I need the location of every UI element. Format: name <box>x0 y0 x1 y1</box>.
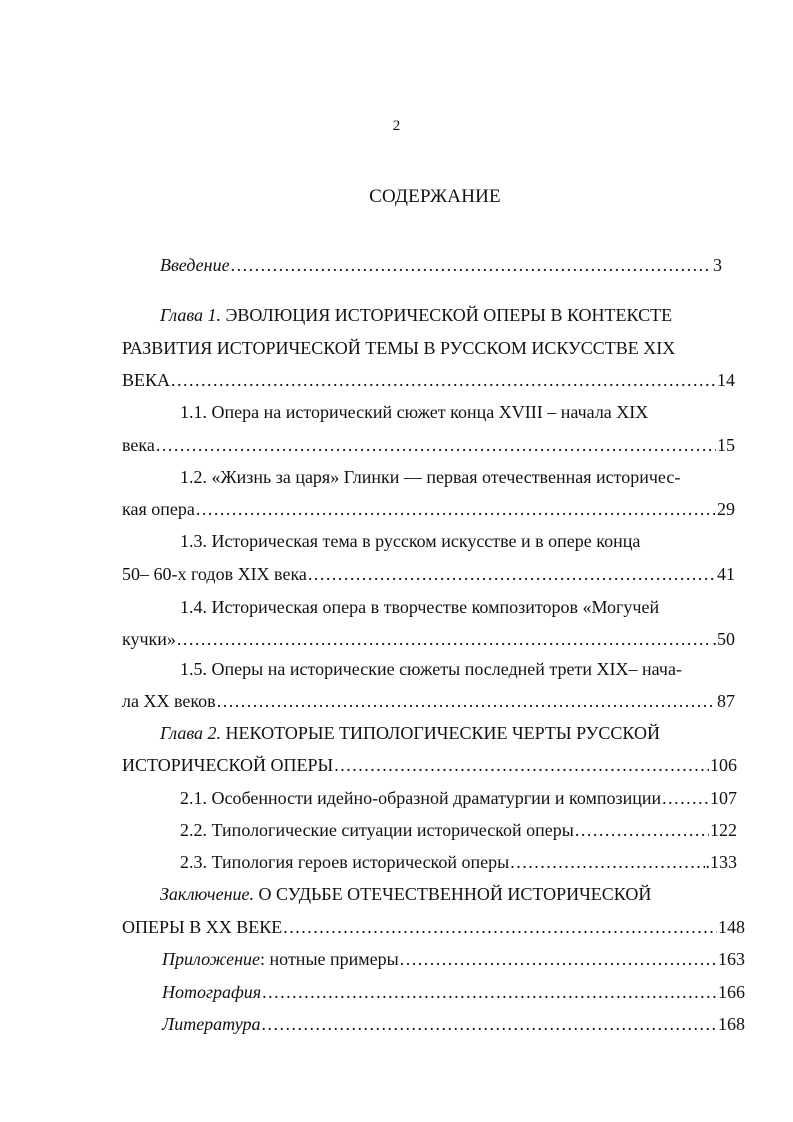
dot-leader <box>262 981 717 1003</box>
toc-section-1-5-line2[interactable] <box>122 690 735 712</box>
toc-page: .50 <box>712 629 735 649</box>
dot-leader <box>400 948 717 970</box>
toc-conclusion-line2[interactable] <box>122 916 745 938</box>
toc-section-1-1-line1[interactable]: 1.1. Опера на исторический сюжет конца XVIII – начала XIX <box>180 402 649 422</box>
toc-page: 14 <box>717 370 735 390</box>
toc-page: 168 <box>718 1014 745 1034</box>
toc-label: 2.3. Типология героев исторической оперы <box>180 852 510 872</box>
toc-conclusion-line1[interactable] <box>160 883 651 905</box>
toc-section-2-1[interactable] <box>180 787 737 809</box>
dot-leader <box>334 754 709 776</box>
toc-literature[interactable] <box>162 1013 745 1035</box>
toc-section-1-3-line2[interactable] <box>122 563 735 585</box>
toc-notography[interactable] <box>162 981 745 1003</box>
toc-label: Введение <box>160 255 230 275</box>
toc-label-rest: : нотные примеры <box>260 949 399 969</box>
toc-chapter-2-line2[interactable] <box>122 754 737 776</box>
toc-section-2-3[interactable] <box>180 851 737 873</box>
toc-label: 2.2. Типологические ситуации исторической оперы <box>180 820 574 840</box>
chapter-label: Глава 2. <box>160 723 222 743</box>
toc-entry-intro[interactable] <box>160 254 722 276</box>
toc-label: ОПЕРЫ В XX ВЕКЕ <box>122 917 283 937</box>
toc-section-1-4-line2[interactable] <box>122 628 735 650</box>
dot-leader <box>283 916 717 938</box>
toc-label: ИСТОРИЧЕСКОЙ ОПЕРЫ <box>122 755 334 775</box>
toc-appendix[interactable] <box>162 948 745 970</box>
toc-page: 163 <box>718 949 745 969</box>
chapter-label: Глава 1. <box>160 305 222 325</box>
chapter-title: НЕКОТОРЫЕ ТИПОЛОГИЧЕСКИЕ ЧЕРТЫ РУССКОЙ <box>225 723 660 743</box>
toc-label: 2.1. Особенности идейно-образной драматургии и композиции <box>180 788 662 808</box>
toc-label: века <box>122 435 155 455</box>
chapter-title: О СУДЬБЕ ОТЕЧЕСТВЕННОЙ ИСТОРИЧЕСКОЙ <box>258 884 652 904</box>
toc-label: ВЕКА <box>122 370 171 390</box>
toc-label: кая опера <box>122 499 195 519</box>
dot-leader <box>196 498 716 520</box>
toc-page: 148 <box>718 917 745 937</box>
toc-label: ла XX веков <box>122 691 216 711</box>
dot-leader <box>177 628 712 650</box>
toc-page: 122 <box>710 820 737 840</box>
toc-page: 166 <box>718 982 745 1002</box>
chapter-title: ЭВОЛЮЦИЯ ИСТОРИЧЕСКОЙ ОПЕРЫ В КОНТЕКСТЕ <box>225 305 673 325</box>
toc-page: 41 <box>717 564 735 584</box>
toc-label: кучки» <box>122 629 176 649</box>
page-number: 2 <box>392 118 401 134</box>
toc-section-1-1-line2[interactable] <box>122 434 735 456</box>
toc-chapter-1-line2: РАЗВИТИЯ ИСТОРИЧЕСКОЙ ТЕМЫ В РУССКОМ ИСКУССТВЕ XIX <box>122 338 676 358</box>
toc-section-2-2[interactable] <box>180 819 737 841</box>
toc-page: 87 <box>717 691 735 711</box>
toc-section-1-2-line2[interactable] <box>122 498 735 520</box>
dot-leader <box>171 369 716 391</box>
dot-leader <box>231 254 712 276</box>
chapter-label: Заключение. <box>160 884 254 904</box>
toc-chapter-1-line3[interactable] <box>122 369 735 391</box>
toc-page: 106 <box>710 755 737 775</box>
toc-section-1-2-line1[interactable]: 1.2. «Жизнь за царя» Глинки — первая отечественная историчес- <box>180 467 681 487</box>
toc-page: 3 <box>713 255 722 275</box>
dot-leader <box>575 819 709 841</box>
dot-leader <box>308 563 716 585</box>
toc-chapter-1-line1[interactable] <box>160 304 672 326</box>
toc-label-italic: Приложение <box>162 949 261 969</box>
dot-leader <box>261 1013 717 1035</box>
toc-section-1-4-line1[interactable]: 1.4. Историческая опера в творчестве композиторов «Могучей <box>180 597 660 617</box>
toc-chapter-2-line1[interactable] <box>160 722 660 744</box>
dot-leader <box>510 851 704 873</box>
toc-section-1-3-line1[interactable]: 1.3. Историческая тема в русском искусстве и в опере конца <box>180 531 641 551</box>
toc-label <box>162 948 399 970</box>
toc-section-1-5-line1[interactable]: 1.5. Оперы на исторические сюжеты последней трети XIX– нача- <box>180 659 682 679</box>
dot-leader <box>662 787 709 809</box>
toc-page: 29 <box>717 499 735 519</box>
toc-label: Литература <box>162 1014 261 1034</box>
toc-label: Нотография <box>162 982 262 1002</box>
toc-page: 107 <box>710 788 737 808</box>
dot-leader <box>156 434 716 456</box>
page-title: СОДЕРЖАНИЕ <box>369 186 501 207</box>
toc-label: 50– 60-х годов XIX века <box>122 564 307 584</box>
toc-page: 15 <box>717 435 735 455</box>
toc-page: .133 <box>705 852 737 872</box>
dot-leader <box>217 690 716 712</box>
